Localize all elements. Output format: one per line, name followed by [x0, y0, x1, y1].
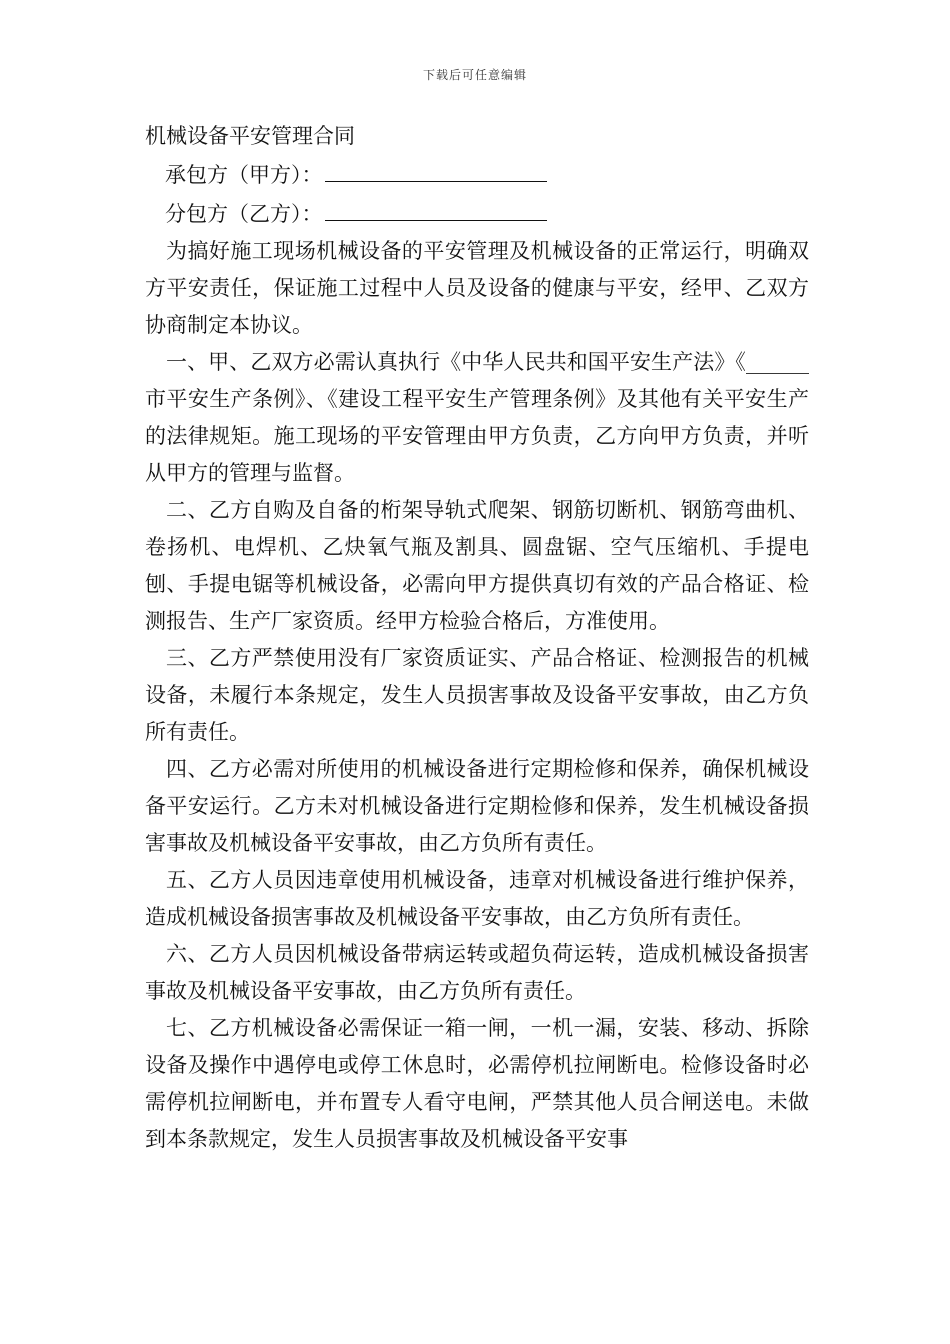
- clause-4: 四、乙方必需对所使用的机械设备进行定期检修和保养，确保机械设备平安运行。乙方未对机械设备进行定期检修和保养，发生机械设备损害事故及机械设备平安事故，由乙方负所有责任。: [145, 757, 809, 855]
- contract-title: 机械设备平安管理合同: [145, 124, 355, 148]
- party-b-blank: [325, 194, 547, 221]
- clause-5: 五、乙方人员因违章使用机械设备，违章对机械设备进行维护保养，造成机械设备损害事故及机械设备平安事故，由乙方负所有责任。: [145, 868, 809, 929]
- contract-body: [145, 118, 809, 1158]
- header-note: 下载后可任意编辑: [422, 68, 527, 82]
- party-b-line: [145, 194, 809, 233]
- clause-7: 七、乙方机械设备必需保证一箱一闸，一机一漏，安装、移动、拆除设备及操作中遇停电或停工休息时，必需停机拉闸断电。检修设备时必需停机拉闸断电，并布置专人看守电闸，严禁其他人员合闸送电。未做到本条款规定，发生人员损害事故及机械设备平安事: [145, 1016, 809, 1151]
- clause-1: 一、甲、乙双方必需认真执行《中华人民共和国平安生产法》《______市平安生产条例》、《建设工程平安生产管理条例》及其他有关平安生产的法律规矩。施工现场的平安管理由甲方负责，乙方向甲方负责，并听从甲方的管理与监督。: [145, 350, 809, 485]
- party-a-blank: [325, 155, 547, 182]
- clause-2: 二、乙方自购及自备的桁架导轨式爬架、钢筋切断机、钢筋弯曲机、卷扬机、电焊机、乙炔氧气瓶及割具、圆盘锯、空气压缩机、手提电刨、手提电锯等机械设备，必需向甲方提供真切有效的产品合格证、检测报告、生产厂家资质。经甲方检验合格后，方准使用。: [145, 498, 809, 633]
- clause-6: 六、乙方人员因机械设备带病运转或超负荷运转，造成机械设备损害事故及机械设备平安事故，由乙方负所有责任。: [145, 942, 809, 1003]
- clause-3: 三、乙方严禁使用没有厂家资质证实、产品合格证、检测报告的机械设备，未履行本条规定，发生人员损害事故及设备平安事故，由乙方负所有责任。: [145, 646, 809, 744]
- intro-paragraph: 为搞好施工现场机械设备的平安管理及机械设备的正常运行，明确双方平安责任，保证施工过程中人员及设备的健康与平安，经甲、乙双方协商制定本协议。: [145, 239, 809, 337]
- party-b-label: 分包方（乙方）：: [165, 202, 323, 226]
- party-a-label: 承包方（甲方）：: [165, 163, 323, 187]
- party-a-line: [145, 155, 809, 194]
